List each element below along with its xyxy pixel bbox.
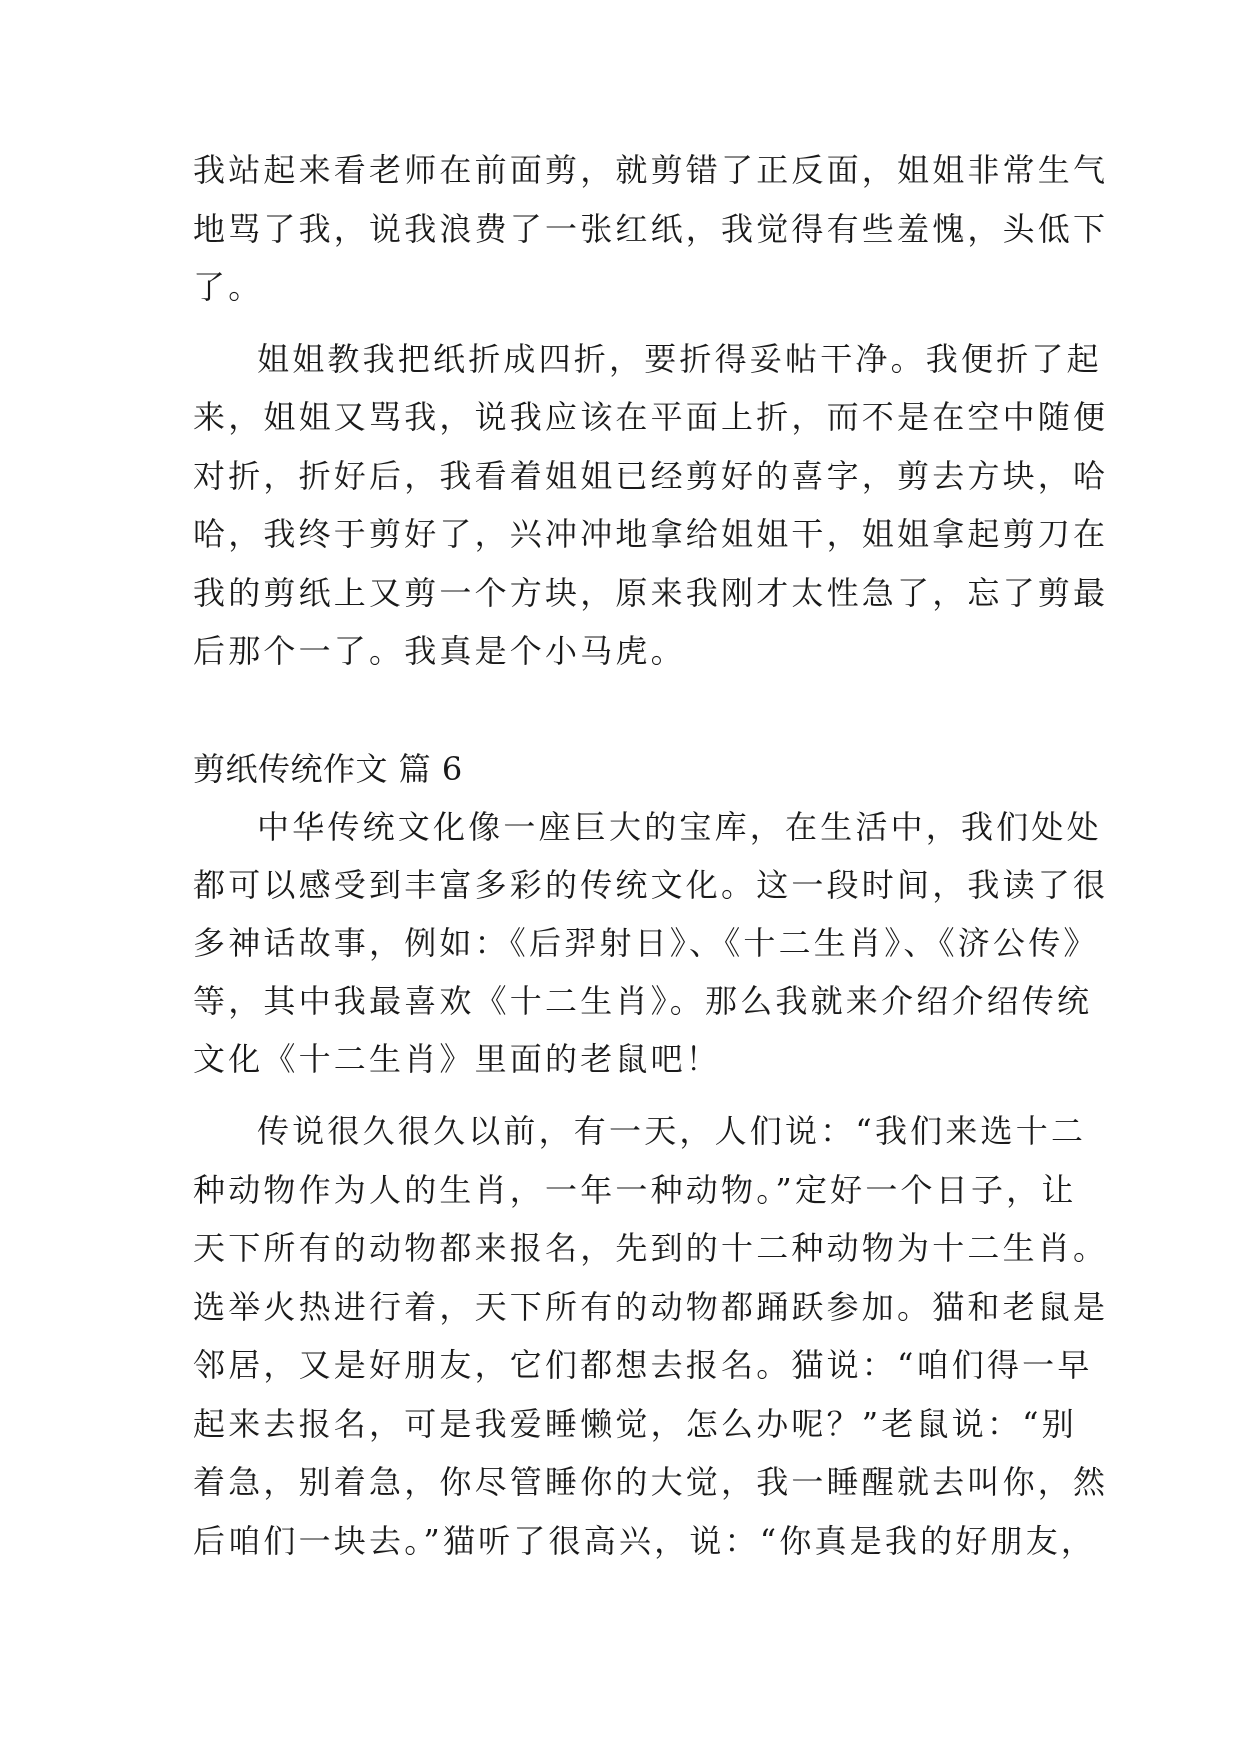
paragraph-line: 文化《十二生肖》里面的老鼠吧！ xyxy=(193,1040,722,1078)
paragraph-line: 邻居，又是好朋友，它们都想去报名。猫说：“咱们得一早 xyxy=(193,1346,1093,1384)
paragraph-line: 来，姐姐又骂我，说我应该在平面上折，而不是在空中随便 xyxy=(193,398,1109,436)
paragraph-line: 等，其中我最喜欢《十二生肖》。那么我就来介绍介绍传统 xyxy=(193,982,1093,1020)
section-heading: 剪纸传统作文 篇 6 xyxy=(193,750,463,788)
paragraph-line: 哈，我终于剪好了，兴冲冲地拿给姐姐干，姐姐拿起剪刀在 xyxy=(193,515,1109,553)
paragraph-line: 地骂了我，说我浪费了一张红纸，我觉得有些羞愧，头低下 xyxy=(193,210,1109,248)
paragraph-line: 都可以感受到丰富多彩的传统文化。这一段时间，我读了很 xyxy=(193,866,1109,904)
paragraph-line: 对折，折好后，我看着姐姐已经剪好的喜字，剪去方块，哈 xyxy=(193,457,1109,495)
paragraph-line: 后那个一了。我真是个小马虎。 xyxy=(193,632,686,670)
paragraph-line: 传说很久很久以前，有一天，人们说：“我们来选十二 xyxy=(257,1112,1087,1150)
paragraph-line: 多神话故事，例如：《后羿射日》、《十二生肖》、《济公传》 xyxy=(193,924,1099,962)
paragraph-line: 中华传统文化像一座巨大的宝库，在生活中，我们处处 xyxy=(257,808,1102,846)
paragraph-line: 着急，别着急，你尽管睡你的大觉，我一睡醒就去叫你，然 xyxy=(193,1463,1109,1501)
paragraph-line: 姐姐教我把纸折成四折，要折得妥帖干净。我便折了起 xyxy=(257,340,1102,378)
paragraph-line: 我的剪纸上又剪一个方块，原来我刚才太性急了，忘了剪最 xyxy=(193,574,1109,612)
paragraph-line: 天下所有的动物都来报名，先到的十二种动物为十二生肖。 xyxy=(193,1229,1109,1267)
paragraph-line: 起来去报名，可是我爱睡懒觉，怎么办呢？”老鼠说：“别 xyxy=(193,1405,1077,1443)
paragraph-line: 我站起来看老师在前面剪，就剪错了正反面，姐姐非常生气 xyxy=(193,151,1109,189)
paragraph-line: 后咱们一块去。”猫听了很高兴，说：“你真是我的好朋友， xyxy=(193,1522,1097,1560)
paragraph-line: 种动物作为人的生肖，一年一种动物。”定好一个日子，让 xyxy=(193,1171,1077,1209)
paragraph-line: 了。 xyxy=(193,268,264,306)
paragraph-line: 选举火热进行着，天下所有的动物都踊跃参加。猫和老鼠是 xyxy=(193,1288,1109,1326)
